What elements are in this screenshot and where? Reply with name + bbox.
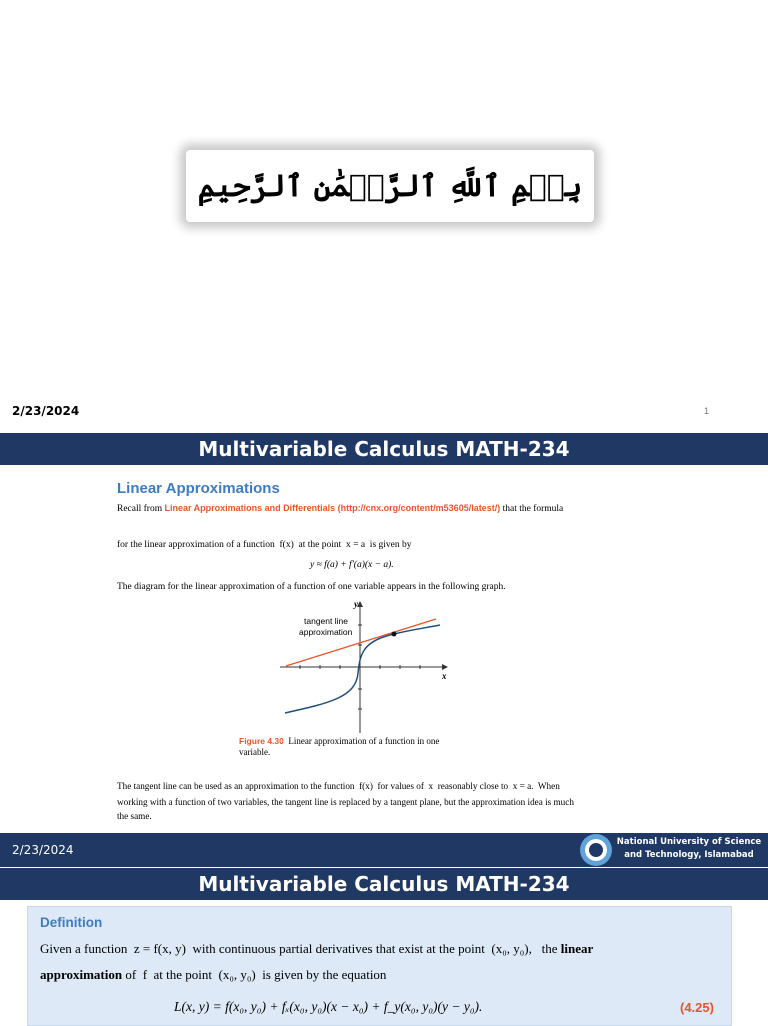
- basmala-text: بِسۡمِ ٱللَّهِ ٱلرَّحۡمَٰنِ ٱلرَّحِيمِ: [197, 168, 583, 204]
- university-logo-icon: [580, 834, 612, 866]
- definition-line1-bold: linear: [560, 941, 594, 956]
- definition-line2-bold: approximation: [40, 967, 123, 982]
- recall-link[interactable]: Linear Approximations and Differentials (http://cnx.org/content/m53605/latest/): [164, 503, 501, 513]
- figure-caption-cont: variable.: [239, 747, 271, 757]
- basmala-calligraphy: [186, 150, 594, 222]
- para-line2: working with a function of two variables, the tangent line is replaced by a tangent plane, but the approximation idea is much: [117, 797, 574, 807]
- university-line1: National University of Science: [616, 837, 762, 847]
- recall-post: that the formula: [502, 504, 564, 514]
- function-curve: [285, 625, 440, 713]
- recall-pre: Recall from: [117, 504, 163, 514]
- annotation-line2: approximation: [299, 627, 353, 637]
- linear-approx-equation: L(x, y) = f(x₀, y₀) + fₓ(x₀, y₀)(x − x₀) + f_y(x₀, y₀)(y − y₀).: [174, 999, 483, 1014]
- linear-approximation-graph: [270, 595, 460, 735]
- definition-line1-text: Given a function z = f(x, y) with continuous partial derivatives that exist at the point (x₀, y₀), the: [40, 941, 558, 956]
- slide2-content: [0, 465, 768, 833]
- figure-caption-text: Linear approximation of a function in one: [288, 736, 440, 746]
- slide2-footer-date: 2/23/2024: [12, 843, 74, 857]
- equation-number: (4.25): [680, 1000, 714, 1015]
- definition-line2-text: of f at the point (x₀, y₀) is given by the equation: [125, 967, 387, 982]
- definition-line1: [40, 941, 593, 957]
- diagram-intro: The diagram for the linear approximation of a function of one variable appears in the following graph.: [117, 582, 506, 592]
- slide1-page-number: 1: [704, 406, 710, 416]
- slide2-footer-bar: [0, 833, 768, 867]
- y-axis-label: y: [354, 599, 358, 609]
- definition-heading: Definition: [40, 915, 103, 930]
- x-axis-arrow: [442, 664, 448, 670]
- para-line3: the same.: [117, 811, 152, 821]
- university-name: [614, 836, 764, 862]
- figure-caption: [239, 736, 439, 746]
- section-heading: Linear Approximations: [117, 480, 280, 497]
- slide2-title: Multivariable Calculus MATH-234: [198, 437, 570, 461]
- approx-line: for the linear approximation of a function f(x) at the point x = a is given by: [117, 540, 412, 550]
- slide2-title-bar: [0, 433, 768, 465]
- x-axis-label: x: [442, 671, 447, 681]
- figure-label: Figure 4.30: [239, 736, 284, 746]
- slide1-date: 2/23/2024: [12, 404, 80, 418]
- university-line2: and Technology, Islamabad: [624, 850, 754, 860]
- definition-box: [27, 906, 732, 1026]
- definition-line2: [40, 967, 386, 983]
- approx-formula: y ≈ f(a) + f′(a)(x − a).: [310, 560, 394, 570]
- recall-line: [117, 503, 563, 514]
- annotation-line1: tangent line: [304, 616, 348, 626]
- slide3-title: Multivariable Calculus MATH-234: [198, 872, 570, 896]
- slide3-title-bar: [0, 867, 768, 900]
- para-line1: The tangent line can be used as an approximation to the function f(x) for values of x reasonably close to x = a. When: [117, 781, 560, 791]
- tangency-point: [392, 632, 397, 637]
